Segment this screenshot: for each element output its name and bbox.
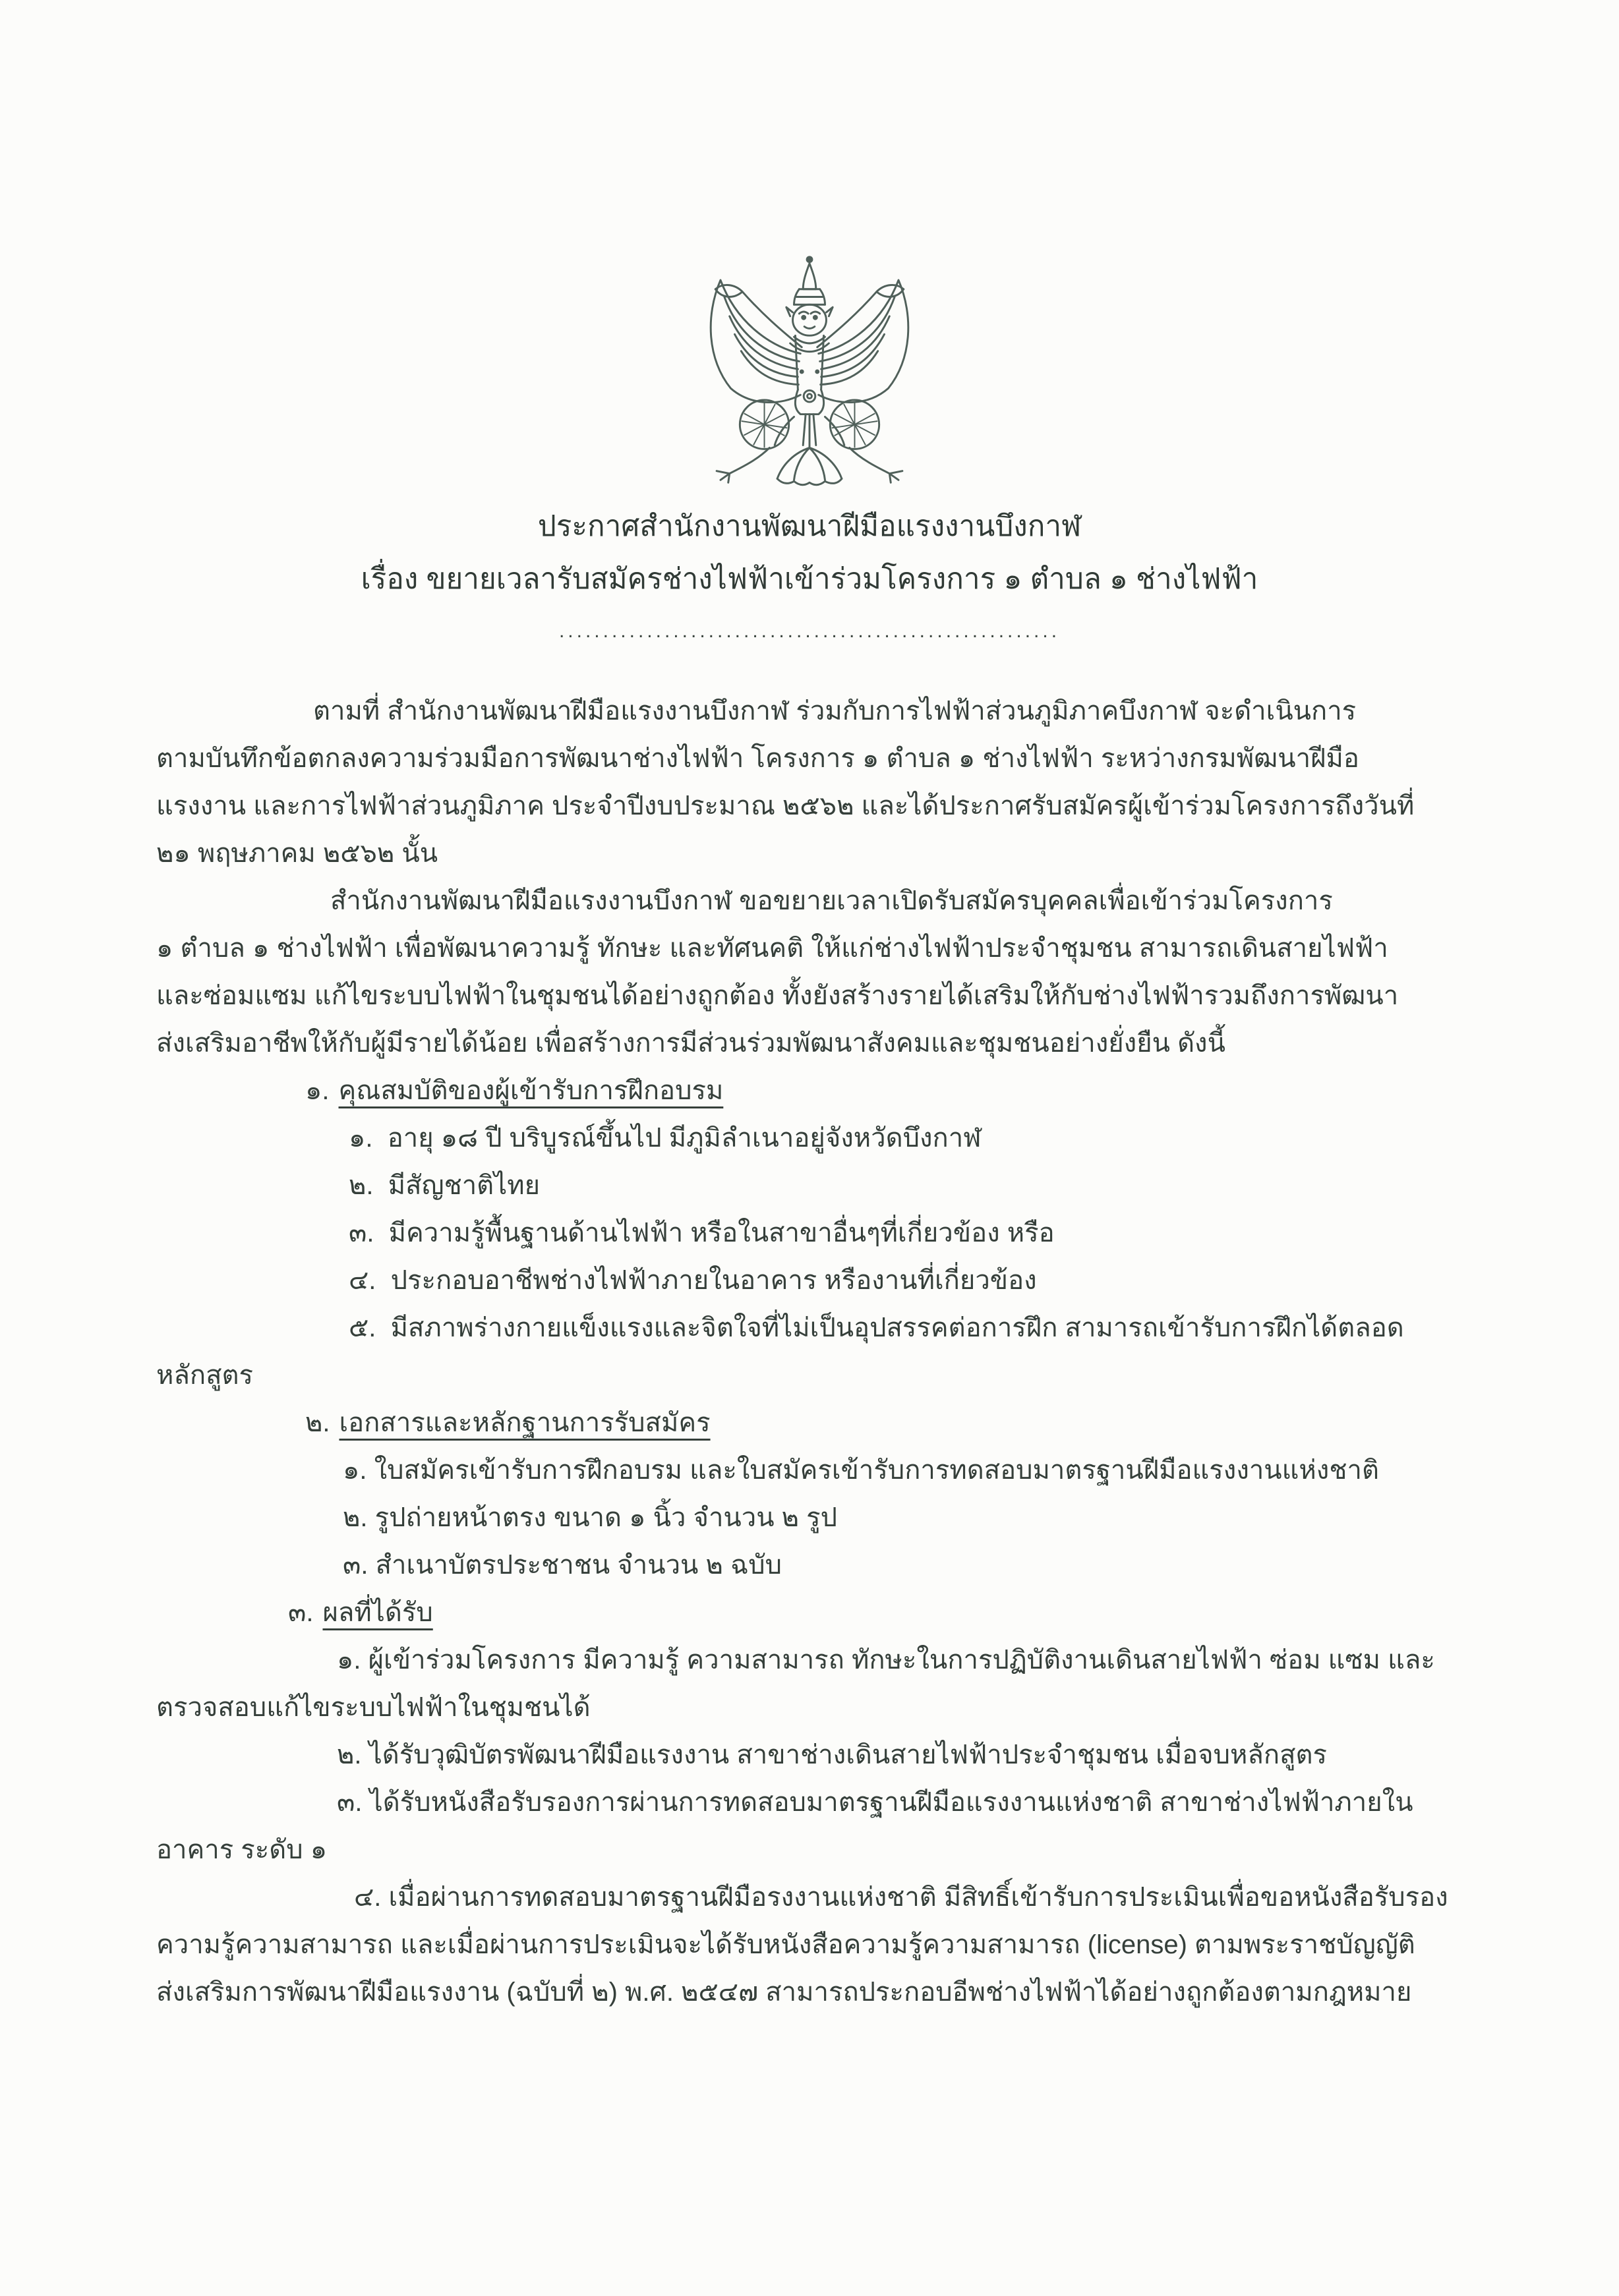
section1-item5-continuation: หลักสูตร (156, 1361, 253, 1390)
section3-item4: ๔. เมื่อผ่านการทดสอบมาตรฐานฝีมือรงงานแห่งชาติ มีสิทธิ์เข้ารับการประเมินเพื่อขอหนังสือรับรอง (354, 1883, 1448, 1912)
section3-item4-continuation1: ความรู้ความสามารถ และเมื่อผ่านการประเมินจะได้รับหนังสือความรู้ความสามารถ (license) ตามพระราชบัญญัติ (156, 1930, 1415, 1959)
paragraph2-line2: ๑ ตำบล ๑ ช่างไฟฟ้า เพื่อพัฒนาความรู้ ทักษะ และทัศนคติ ให้แก่ช่างไฟฟ้าประจำชุมชน สามารถเดินสายไฟฟ้า (156, 934, 1388, 963)
section1-item2: ๒. มีสัญชาติไทย (349, 1171, 541, 1200)
paragraph2-line1: สำนักงานพัฒนาฝีมือแรงงานบึงกาฬ ขอขยายเวลาเปิดรับสมัครบุคคลเพื่อเข้าร่วมโครงการ (330, 886, 1333, 915)
section2-item1: ๑. ใบสมัครเข้ารับการฝึกอบรม และใบสมัครเข้ารับการทดสอบมาตรฐานฝีมือแรงงานแห่งชาติ (343, 1456, 1379, 1485)
paragraph1-line4: ๒๑ พฤษภาคม ๒๕๖๒ นั้น (156, 839, 438, 868)
section2-item3: ๓. สำเนาบัตรประชาชน จำนวน ๒ ฉบับ (343, 1551, 782, 1580)
paragraph1-line2: ตามบันทึกข้อตกลงความร่วมมือการพัฒนาช่างไฟฟ้า โครงการ ๑ ตำบล ๑ ช่างไฟฟ้า ระหว่างกรมพัฒนาฝีมือ (156, 744, 1359, 773)
paragraph2-line3: และซ่อมแซม แก้ไขระบบไฟฟ้าในชุมชนได้อย่างถูกต้อง ทั้งยังสร้างรายได้เสริมให้กับช่างไฟฟ้ารวมถึงการพัฒนา (156, 981, 1399, 1010)
section3-heading (156, 1589, 1469, 1636)
section3-item4-continuation2: ส่งเสริมการพัฒนาฝีมือแรงงาน (ฉบับที่ ๒) พ.ศ. ๒๕๔๗ สามารถประกอบอีพช่างไฟฟ้าได้อย่างถูกต้องตามกฎหมาย (156, 1978, 1412, 2007)
section3-item3: ๓. ได้รับหนังสือรับรองการผ่านการทดสอบมาตรฐานฝีมือแรงงานแห่งชาติ สาขาช่างไฟฟ้าภายใน (337, 1788, 1413, 1817)
section3-number: ๓. (288, 1598, 314, 1627)
section1-item1: ๑. อายุ ๑๘ ปี บริบูรณ์ขึ้นไป มีภูมิลำเนาอยู่จังหวัดบึงกาฬ (349, 1124, 982, 1153)
section1-heading (156, 1067, 1469, 1114)
section1-item5: ๕. มีสภาพร่างกายแข็งแรงและจิตใจที่ไม่เป็นอุปสรรคต่อการฝึก สามารถเข้ารับการฝึกได้ตลอด (349, 1313, 1404, 1342)
section1-heading-text: คุณสมบัติของผู้เข้ารับการฝึกอบรม (338, 1076, 724, 1105)
section3-heading-text: ผลที่ได้รับ (322, 1598, 433, 1627)
title-block (0, 500, 1619, 606)
section3-item3-continuation: อาคาร ระดับ ๑ (156, 1835, 328, 1864)
doc-title-line-2: เรื่อง ขยายเวลารับสมัครช่างไฟฟ้าเข้าร่วมโครงการ ๑ ตำบล ๑ ช่างไฟฟ้า (361, 563, 1258, 595)
section3-item1-continuation: ตรวจสอบแก้ไขระบบไฟฟ้าในชุมชนได้ (156, 1693, 591, 1722)
section1-number: ๑. (305, 1076, 330, 1105)
section2-heading-text: เอกสารและหลักฐานการรับสมัคร (339, 1408, 711, 1437)
section2-heading (156, 1399, 1469, 1447)
dotted-divider: ......................................................... (558, 620, 1061, 642)
doc-title-line-1: ประกาศสำนักงานพัฒนาฝีมือแรงงานบึงกาฬ (537, 510, 1082, 542)
section2-number: ๒. (305, 1408, 330, 1437)
section1-item3: ๓. มีความรู้พื้นฐานด้านไฟฟ้า หรือในสาขาอื่นๆที่เกี่ยวข้อง หรือ (349, 1219, 1055, 1248)
paragraph1-line1: ตามที่ สำนักงานพัฒนาฝีมือแรงงานบึงกาฬ ร่วมกับการไฟฟ้าส่วนภูมิภาคบึงกาฬ จะดำเนินการ (313, 697, 1357, 726)
section3-item2: ๒. ได้รับวุฒิบัตรพัฒนาฝีมือแรงงาน สาขาช่างเดินสายไฟฟ้าประจำชุมชน เมื่อจบหลักสูตร (337, 1740, 1327, 1769)
emblem-area (0, 0, 1619, 494)
section1-item4: ๔. ประกอบอาชีพช่างไฟฟ้าภายในอาคาร หรืองานที่เกี่ยวข้อง (349, 1266, 1037, 1295)
garuda-emblem (664, 252, 955, 490)
section2-item2: ๒. รูปถ่ายหน้าตรง ขนาด ๑ นิ้ว จำนวน ๒ รูป (343, 1503, 838, 1532)
document-body (156, 687, 1469, 2016)
section3-item1: ๑. ผู้เข้าร่วมโครงการ มีความรู้ ความสามารถ ทักษะในการปฏิบัติงานเดินสายไฟฟ้า ซ่อม แซม และ (337, 1646, 1435, 1675)
paragraph2-line4: ส่งเสริมอาชีพให้กับผู้มีรายได้น้อย เพื่อสร้างการมีส่วนร่วมพัฒนาสังคมและชุมชนอย่างยั่งยืน ดังนี้ (156, 1029, 1225, 1058)
paragraph1-line3: แรงงาน และการไฟฟ้าส่วนภูมิภาค ประจำปีงบประมาณ ๒๕๖๒ และได้ประกาศรับสมัครผู้เข้าร่วมโครงการถึงวันที่ (156, 791, 1415, 820)
